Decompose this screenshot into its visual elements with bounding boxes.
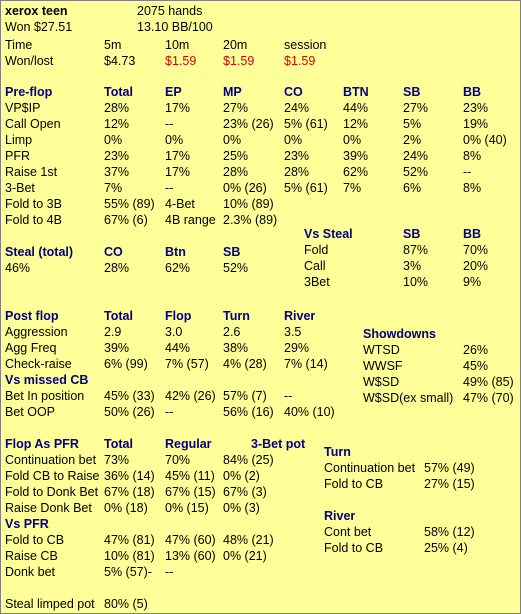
stat-value: --	[165, 117, 174, 131]
stat-label: WTSD	[363, 343, 400, 357]
stat-value: 44%	[165, 341, 191, 355]
preflop-col-co: CO	[284, 85, 303, 99]
flop-pfr-col-3bet: 3-Bet pot	[251, 437, 306, 451]
stat-value: 49% (85)	[463, 375, 514, 389]
stat-label: Agg Freq	[5, 341, 57, 355]
stat-value: 17%	[165, 149, 191, 163]
stat-value: --	[165, 181, 174, 195]
stat-label: Bet In position	[5, 389, 85, 403]
stat-value: 6%	[403, 181, 422, 195]
stat-label: Call Open	[5, 117, 61, 131]
vs-steal-col-sb: SB	[403, 227, 421, 241]
stat-value: 0%	[223, 133, 242, 147]
stat-label: WWSF	[363, 359, 403, 373]
stat-value: --	[284, 389, 293, 403]
stat-value: 0% (26)	[223, 181, 267, 195]
stat-label: Fold to Donk Bet	[5, 485, 99, 499]
stat-value: 24%	[403, 149, 429, 163]
stat-value: 44%	[343, 101, 369, 115]
stat-label: Check-raise	[5, 357, 72, 371]
stat-label: Continuation bet	[5, 453, 97, 467]
stat-label: 3Bet	[304, 275, 330, 289]
stat-value: 70%	[463, 243, 489, 257]
steal-col-co: CO	[104, 245, 123, 259]
postflop-col-turn: Turn	[223, 309, 250, 323]
stat-value: 29%	[284, 341, 310, 355]
stat-value: 57% (7)	[223, 389, 267, 403]
stat-value: 67% (3)	[223, 485, 267, 499]
stat-value: 5% (61)	[284, 181, 328, 195]
stat-value: 3%	[403, 259, 422, 273]
stat-value: 52%	[403, 165, 429, 179]
stat-label: Fold to CB	[324, 477, 384, 491]
stat-value: 19%	[463, 117, 489, 131]
stat-label: Raise CB	[5, 549, 58, 563]
postflop-col-flop: Flop	[165, 309, 192, 323]
flop-pfr-heading: Flop As PFR	[5, 437, 79, 451]
stat-value: 24%	[284, 101, 310, 115]
stat-value: 39%	[343, 149, 369, 163]
stat-label: Limp	[5, 133, 33, 147]
fold-to-4b-label: Fold to 4B	[5, 213, 62, 227]
stat-value: 47% (70)	[463, 391, 514, 405]
stat-value: --	[165, 565, 174, 579]
stat-label: Cont bet	[324, 525, 372, 539]
vs-missed-cb-heading: Vs missed CB	[5, 373, 89, 387]
preflop-col-btn: BTN	[343, 85, 369, 99]
stat-value: 27%	[223, 101, 249, 115]
wonlost-label: Won/lost	[5, 54, 54, 68]
stat-label: W$SD	[363, 375, 400, 389]
stat-value: 5% (61)	[284, 117, 328, 131]
time-label: Time	[5, 38, 33, 52]
stat-value: 12%	[104, 117, 130, 131]
postflop-col-river: River	[284, 309, 316, 323]
stat-value: 39%	[104, 341, 130, 355]
steal-col-btn: Btn	[165, 245, 186, 259]
stat-value: 17%	[165, 165, 191, 179]
stat-label: Fold CB to Raise	[5, 469, 100, 483]
stat-value: 73%	[104, 453, 130, 467]
wonlost-session: $1.59	[284, 54, 316, 68]
stat-value: 47% (60)	[165, 533, 216, 547]
stat-value: 2%	[403, 133, 422, 147]
stat-value: 36% (14)	[104, 469, 155, 483]
stat-value: 25%	[223, 149, 249, 163]
preflop-col-total: Total	[104, 85, 133, 99]
stat-label: PFR	[5, 149, 30, 163]
stat-value: 27%	[403, 101, 429, 115]
bb-per-100: 13.10 BB/100	[137, 20, 213, 34]
stat-value: 87%	[403, 243, 429, 257]
fold-to-3b-value: 55% (89)	[104, 197, 155, 211]
four-bet-range-label: 4B range	[165, 213, 216, 227]
preflop-heading: Pre-flop	[5, 85, 53, 99]
stat-value: 0%	[343, 133, 362, 147]
steal-limped-label: Steal limped pot	[5, 597, 95, 611]
vs-steal-heading: Vs Steal	[304, 227, 353, 241]
stat-value: 0%	[104, 133, 123, 147]
stat-value: 0%	[284, 133, 303, 147]
preflop-col-sb: SB	[403, 85, 421, 99]
vs-steal-col-bb: BB	[463, 227, 482, 241]
postflop-heading: Post flop	[5, 309, 59, 323]
stat-value: 0% (15)	[165, 501, 209, 515]
stat-value: 5% (57)-	[104, 565, 152, 579]
stat-value: 42% (26)	[165, 389, 216, 403]
preflop-col-mp: MP	[223, 85, 242, 99]
stat-value: 67% (18)	[104, 485, 155, 499]
steal-sb-value: 52%	[223, 261, 249, 275]
stat-value: 12%	[343, 117, 369, 131]
stat-label: 3-Bet	[5, 181, 35, 195]
steal-limped-value: 80% (5)	[104, 597, 148, 611]
stat-value: 0%	[165, 133, 184, 147]
stat-value: 45% (33)	[104, 389, 155, 403]
stat-value: 28%	[104, 101, 130, 115]
stat-value: 84% (25)	[223, 453, 274, 467]
stat-value: 0% (40)	[463, 133, 507, 147]
stat-value: 3.0	[165, 325, 183, 339]
stat-value: 8%	[463, 181, 482, 195]
stat-value: 56% (16)	[223, 405, 274, 419]
stat-value: 23%	[463, 101, 489, 115]
stat-label: Fold to CB	[5, 533, 65, 547]
stat-value: 28%	[223, 165, 249, 179]
stat-label: Aggression	[5, 325, 68, 339]
stat-value: 45% (11)	[165, 469, 215, 483]
stat-value: 28%	[284, 165, 310, 179]
stat-value: 38%	[223, 341, 249, 355]
stat-value: 23%	[284, 149, 310, 163]
stat-value: 3.5	[284, 325, 302, 339]
wonlost-10m: $1.59	[165, 54, 197, 68]
stat-value: --	[463, 165, 472, 179]
stat-value: 37%	[104, 165, 130, 179]
stat-value: --	[165, 405, 174, 419]
stat-label: Continuation bet	[324, 461, 416, 475]
flop-pfr-col-total: Total	[104, 437, 133, 451]
stat-value: 9%	[463, 275, 482, 289]
four-bet-label: 4-Bet	[165, 197, 195, 211]
stat-value: 7% (57)	[165, 357, 209, 371]
stat-value: 2.9	[104, 325, 122, 339]
stat-value: 13% (60)	[165, 549, 216, 563]
stat-value: 57% (49)	[424, 461, 475, 475]
stat-value: 4% (28)	[223, 357, 267, 371]
turn-heading: Turn	[324, 445, 351, 459]
stat-label: Donk bet	[5, 565, 56, 579]
stat-label: Fold	[304, 243, 329, 257]
four-bet-range-value: 2.3% (89)	[223, 213, 278, 227]
stat-value: 45%	[463, 359, 489, 373]
time-session: session	[284, 38, 327, 52]
steal-col-sb: SB	[223, 245, 241, 259]
stat-label: Raise 1st	[5, 165, 58, 179]
stat-value: 0% (3)	[223, 501, 260, 515]
stat-value: 47% (81)	[104, 533, 155, 547]
showdowns-heading: Showdowns	[363, 327, 436, 341]
stat-label: Raise Donk Bet	[5, 501, 92, 515]
fold-to-3b-label: Fold to 3B	[5, 197, 62, 211]
stat-value: 7% (14)	[284, 357, 328, 371]
flop-pfr-col-regular: Regular	[165, 437, 212, 451]
preflop-col-bb: BB	[463, 85, 482, 99]
stat-value: 0% (21)	[223, 549, 267, 563]
river-heading: River	[324, 509, 356, 523]
stat-value: 8%	[463, 149, 482, 163]
preflop-col-ep: EP	[165, 85, 182, 99]
stat-value: 6% (99)	[104, 357, 148, 371]
steal-total-heading: Steal (total)	[5, 245, 74, 259]
stat-value: 5%	[403, 117, 422, 131]
stat-value: 23% (26)	[223, 117, 274, 131]
steal-total-value: 46%	[5, 261, 31, 275]
stat-value: 10%	[403, 275, 429, 289]
four-bet-value: 10% (89)	[223, 197, 274, 211]
stat-value: 17%	[165, 101, 191, 115]
vs-pfr-heading: Vs PFR	[5, 517, 49, 531]
stat-value: 48% (21)	[223, 533, 274, 547]
stat-label: Bet OOP	[5, 405, 56, 419]
stat-value: 70%	[165, 453, 191, 467]
stat-value: 2.6	[223, 325, 241, 339]
wonlost-20m: $1.59	[223, 54, 255, 68]
postflop-col-total: Total	[104, 309, 133, 323]
player-name: xerox teen	[5, 4, 68, 18]
time-5m: 5m	[104, 38, 122, 52]
stat-value: 0% (18)	[104, 501, 148, 515]
stat-value: 7%	[104, 181, 123, 195]
stat-value: 58% (12)	[424, 525, 475, 539]
steal-btn-value: 62%	[165, 261, 191, 275]
hands-count: 2075 hands	[137, 4, 203, 18]
stat-value: 67% (15)	[165, 485, 216, 499]
stat-value: 10% (81)	[104, 549, 155, 563]
stat-value: 50% (26)	[104, 405, 155, 419]
stat-value: 62%	[343, 165, 369, 179]
stat-value: 23%	[104, 149, 130, 163]
stat-label: Fold to CB	[324, 541, 384, 555]
stat-value: 27% (15)	[424, 477, 475, 491]
stat-label: Call	[304, 259, 326, 273]
won-amount: Won $27.51	[5, 20, 73, 34]
stat-label: VP$IP	[5, 101, 41, 115]
fold-to-4b-value: 67% (6)	[104, 213, 148, 227]
steal-co-value: 28%	[104, 261, 130, 275]
stat-value: 26%	[463, 343, 489, 357]
stat-value: 0% (2)	[223, 469, 260, 483]
wonlost-5m: $4.73	[104, 54, 136, 68]
stat-label: W$SD(ex small)	[363, 391, 454, 405]
stat-value: 40% (10)	[284, 405, 335, 419]
stat-value: 20%	[463, 259, 489, 273]
stat-value: 7%	[343, 181, 362, 195]
time-20m: 20m	[223, 38, 248, 52]
time-10m: 10m	[165, 38, 190, 52]
stat-value: 25% (4)	[424, 541, 468, 555]
